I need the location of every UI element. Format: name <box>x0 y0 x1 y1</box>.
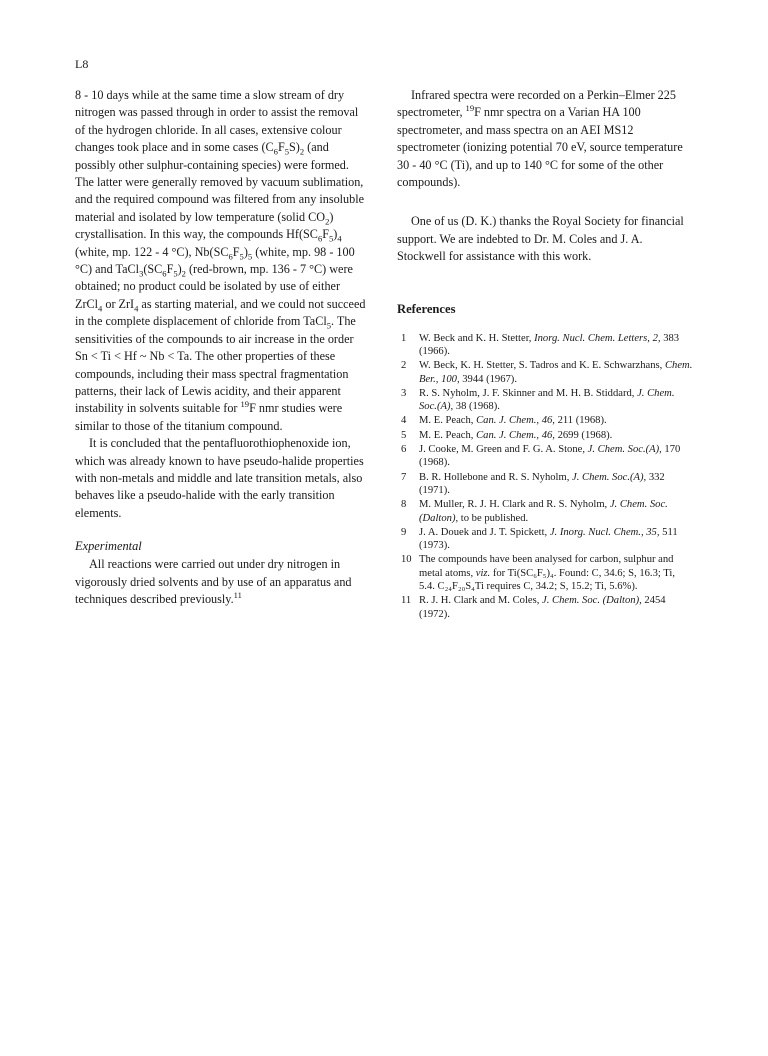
experimental-paragraph: All reactions were carried out under dry nitrogen in vigorously dried solvents and by use of an apparatus and techniques described previously.$^{11}$ <box>75 557 352 606</box>
left-column <box>75 87 367 608</box>
reference-item: 6 J. Cooke, M. Green and F. G. A. Stone, J. Chem. Soc.(A), 170 (1968). <box>401 444 681 469</box>
reference-item: 4 M. E. Peach, Can. J. Chem., 46, 211 (1968). <box>401 415 607 427</box>
page-number: L8 <box>75 57 89 71</box>
experimental-heading: Experimental <box>75 539 142 554</box>
references-heading: References <box>397 301 456 316</box>
body-paragraph-1: 8 - 10 days while at the same time a slow stream of dry nitrogen was passed through in order to assist the removal of the hydrogen chloride. In all cases, extensive colour changes took place and in some cases $(C_6F_5S)_2$ (and possibly other sulphur-containing species) were formed. The latter were generally removed by vacuum sublimation, and the required compound was filtered from any insoluble material and isolated by low temperature (solid $CO_2$) crystallisation. In this way, the compounds $Hf(SC_6F_5)_4$ (white, mp. 122 - 4 °C), $Nb(SC_6F_5)_5$ (white, mp. 98 - 100 °C) and $TaCl_3(SC_6F_5)_2$ (red-brown, mp. 136 - 7 °C) were obtained; no product could be isolated by use of either ZrCl$_4$ or ZrI$_4$ as starting material, and we could not succeed in the complete displacement of chloride from TaCl$_5$. The sensitivities of the compounds to air increase in the order Sn < Ti < Hf ~ Nb < Ta. The other properties of these compounds, including their mass spectral fragmentation patterns, their lack of Lewis acidity, and their apparent instability in solvents suitable for $^{19}$F nmr studies were similar to those of the titanium compound. <box>75 88 366 433</box>
reference-item: 2 W. Beck, K. H. Stetter, S. Tadros and K. E. Schwarzhans, Chem. Ber., 100, 3944 (1967). <box>401 360 693 385</box>
reference-item: 7 B. R. Hollebone and R. S. Nyholm, J. Chem. Soc.(A), 332 (1971). <box>401 471 665 496</box>
right-column <box>397 87 693 622</box>
reference-list <box>397 332 693 621</box>
reference-item: 3 R. S. Nyholm, J. F. Skinner and M. H. B. Stiddard, J. Chem. Soc.(A), 38 (1968). <box>401 387 675 413</box>
body-paragraph-2: It is concluded that the pentafluorothiophenoxide ion, which was already known to have pseudo-halide properties with non-metals and middle and late transition metals, also behaves like a pseudo-halide with the early transition elements. <box>75 436 364 520</box>
reference-item: 5 M. E. Peach, Can. J. Chem., 46, 2699 (1968). <box>401 429 613 441</box>
reference-item: 1 W. Beck and K. H. Stetter, Inorg. Nucl. Chem. Letters, 2, 383 (1966). <box>401 332 680 357</box>
acknowledgement-paragraph: One of us (D. K.) thanks the Royal Society for financial support. We are indebted to Dr. M. Coles and J. A. Stockwell for assistance with this work. <box>397 214 684 264</box>
reference-item: 8 M. Muller, R. J. H. Clark and R. S. Nyholm, J. Chem. Soc. (Dalton), to be published. <box>401 499 668 524</box>
reference-item: 9 J. A. Douek and J. T. Spickett, J. Inorg. Nucl. Chem., 35, 511 (1973). <box>401 526 678 552</box>
spectra-paragraph: Infrared spectra were recorded on a Perkin–Elmer 225 spectrometer, $^{19}$F nmr spectra on a Varian HA 100 spectrometer, and mass spectra on an AEI MS12 spectrometer (ionizing potential 70 eV, source temperature 30 - 40 °C (Ti), and up to 140 °C for some of the other compounds). <box>397 88 683 190</box>
reference-item: 11 R. J. H. Clark and M. Coles, J. Chem. Soc. (Dalton), 2454 (1972). <box>401 595 666 620</box>
reference-item: 10 The compounds have been analysed for carbon, sulphur and metal atoms, viz. for Ti(SC₆F₅)₄. Found: C, 34.6; S, 16.3; Ti, 5.4. C₂₄F₂₀S₄Ti requires C, 34.2; S, 15.2; Ti, 5.6%). <box>401 554 675 592</box>
